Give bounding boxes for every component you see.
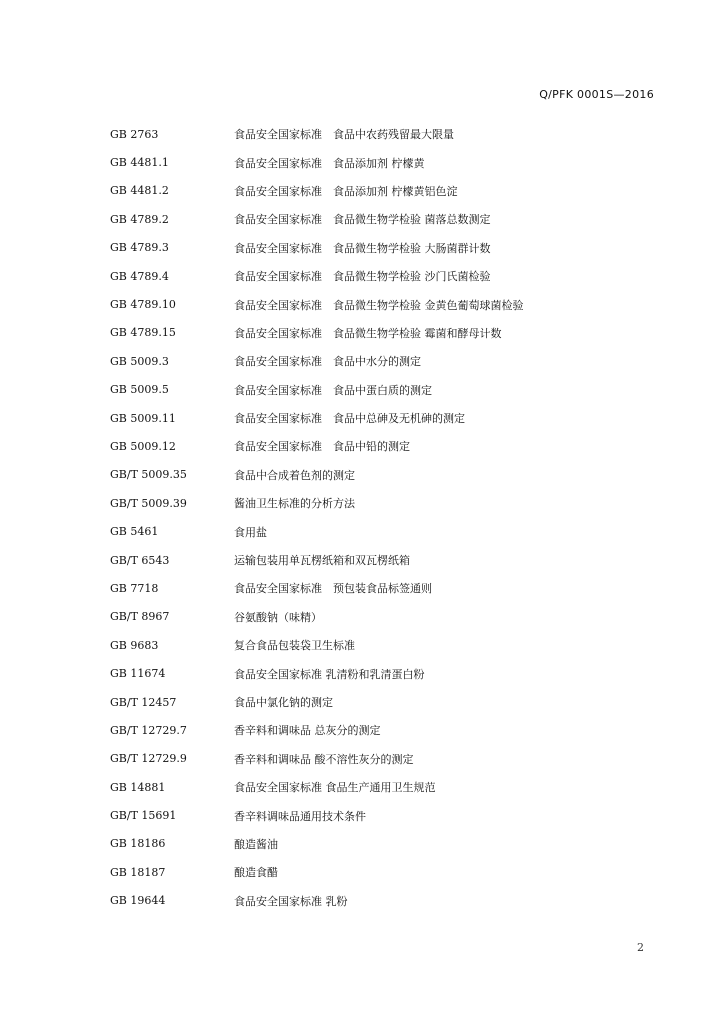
reference-code: GB/T 8967: [110, 610, 170, 624]
reference-title: 香辛料和调味品 总灰分的测定: [234, 724, 381, 738]
reference-row: [110, 887, 670, 915]
reference-title: 食品安全国家标准 食品微生物学检验 霉菌和酵母计数: [234, 326, 502, 340]
reference-title: 食品安全国家标准 食品微生物学检验 大肠菌群计数: [234, 241, 491, 255]
reference-row: [110, 205, 670, 233]
reference-row: [110, 574, 670, 602]
reference-code: GB 5009.12: [110, 439, 176, 453]
reference-code: GB/T 12729.7: [110, 723, 187, 737]
reference-title: 食品安全国家标准 食品中水分的测定: [234, 355, 421, 369]
reference-code: GB 19644: [110, 894, 166, 908]
reference-row: [110, 432, 670, 460]
reference-title: 食品安全国家标准 食品中铅的测定: [234, 440, 410, 454]
reference-code: GB 4481.1: [110, 156, 169, 170]
reference-code: GB 4789.2: [110, 212, 169, 226]
reference-row: [110, 858, 670, 886]
reference-code: GB 14881: [110, 780, 166, 794]
reference-title: 食品中氯化钠的测定: [234, 696, 333, 709]
reference-title: 食品安全国家标准 食品中总砷及无机砷的测定: [234, 412, 465, 426]
reference-row: [110, 120, 670, 148]
reference-title: 食品安全国家标准 乳清粉和乳清蛋白粉: [234, 667, 425, 681]
reference-code: GB/T 6543: [110, 553, 170, 567]
reference-code: GB/T 5009.35: [110, 468, 187, 482]
reference-code: GB 5461: [110, 525, 159, 539]
reference-row: [110, 234, 670, 262]
reference-title: 食品安全国家标准 食品中农药残留最大限量: [234, 128, 454, 142]
reference-row: [110, 745, 670, 773]
reference-title: 谷氨酸钠（味精）: [234, 610, 322, 624]
reference-row: [110, 177, 670, 205]
reference-title: 食品中合成着色剂的测定: [234, 468, 355, 482]
reference-row: [110, 801, 670, 829]
reference-code: GB 5009.11: [110, 411, 176, 425]
reference-title: 食品安全国家标准 食品中蛋白质的测定: [234, 383, 432, 397]
reference-title: 复合食品包装袋卫生标准: [234, 639, 355, 653]
reference-code: GB 5009.5: [110, 383, 169, 397]
reference-title: 食用盐: [234, 525, 267, 539]
reference-code: GB 4789.4: [110, 269, 169, 283]
reference-title: 食品安全国家标准 食品微生物学检验 沙门氏菌检验: [234, 270, 491, 284]
reference-row: [110, 546, 670, 574]
reference-code: GB 7718: [110, 581, 159, 595]
reference-code: GB 4481.2: [110, 184, 169, 198]
reference-row: [110, 773, 670, 801]
reference-row: [110, 290, 670, 318]
reference-row: [110, 347, 670, 375]
reference-code: GB/T 12729.9: [110, 752, 187, 766]
reference-title: 食品安全国家标准 食品微生物学检验 菌落总数测定: [234, 213, 491, 227]
reference-row: [110, 319, 670, 347]
reference-code: GB 9683: [110, 638, 159, 652]
reference-title: 食品安全国家标准 预包装食品标签通则: [234, 582, 432, 596]
reference-row: [110, 688, 670, 716]
page-number: 2: [637, 941, 644, 954]
reference-title: 食品安全国家标准 食品微生物学检验 金黄色葡萄球菌检验: [234, 298, 524, 312]
reference-title: 食品安全国家标准 乳粉: [234, 894, 348, 908]
reference-code: GB 18187: [110, 865, 166, 879]
reference-title: 食品安全国家标准 食品添加剂 柠檬黄: [234, 156, 425, 170]
reference-title: 食品安全国家标准 食品生产通用卫生规范: [234, 781, 436, 795]
reference-code: GB 4789.10: [110, 298, 176, 312]
reference-row: [110, 830, 670, 858]
reference-title: 运输包装用单瓦楞纸箱和双瓦楞纸箱: [234, 554, 410, 568]
reference-code: GB/T 15691: [110, 809, 177, 823]
reference-row: [110, 376, 670, 404]
reference-row: [110, 603, 670, 631]
reference-code: GB 2763: [110, 127, 159, 141]
reference-row: [110, 631, 670, 659]
reference-row: [110, 404, 670, 432]
reference-row: [110, 517, 670, 545]
reference-row: [110, 148, 670, 176]
reference-code: GB 4789.15: [110, 326, 176, 340]
reference-title: 酿造酱油: [234, 837, 278, 851]
reference-title: 香辛料和调味品 酸不溶性灰分的测定: [234, 752, 414, 766]
reference-row: [110, 489, 670, 517]
reference-title: 香辛料调味品通用技术条件: [234, 809, 366, 823]
reference-row: [110, 659, 670, 687]
reference-code: GB 18186: [110, 837, 166, 851]
reference-code: GB 11674: [110, 667, 166, 681]
reference-title: 食品安全国家标准 食品添加剂 柠檬黄铝色淀: [234, 184, 458, 198]
reference-code: GB 4789.3: [110, 241, 169, 255]
reference-row: [110, 262, 670, 290]
reference-row: [110, 716, 670, 744]
reference-row: [110, 461, 670, 489]
normative-reference-list: [110, 120, 670, 915]
reference-code: GB 5009.3: [110, 354, 169, 368]
standard-code-header: Q/PFK 0001S—2016: [539, 88, 654, 101]
reference-title: 酱油卫生标准的分析方法: [234, 497, 355, 511]
reference-code: GB/T 5009.39: [110, 496, 187, 510]
reference-code: GB/T 12457: [110, 695, 177, 709]
reference-title: 酿造食醋: [234, 866, 278, 880]
